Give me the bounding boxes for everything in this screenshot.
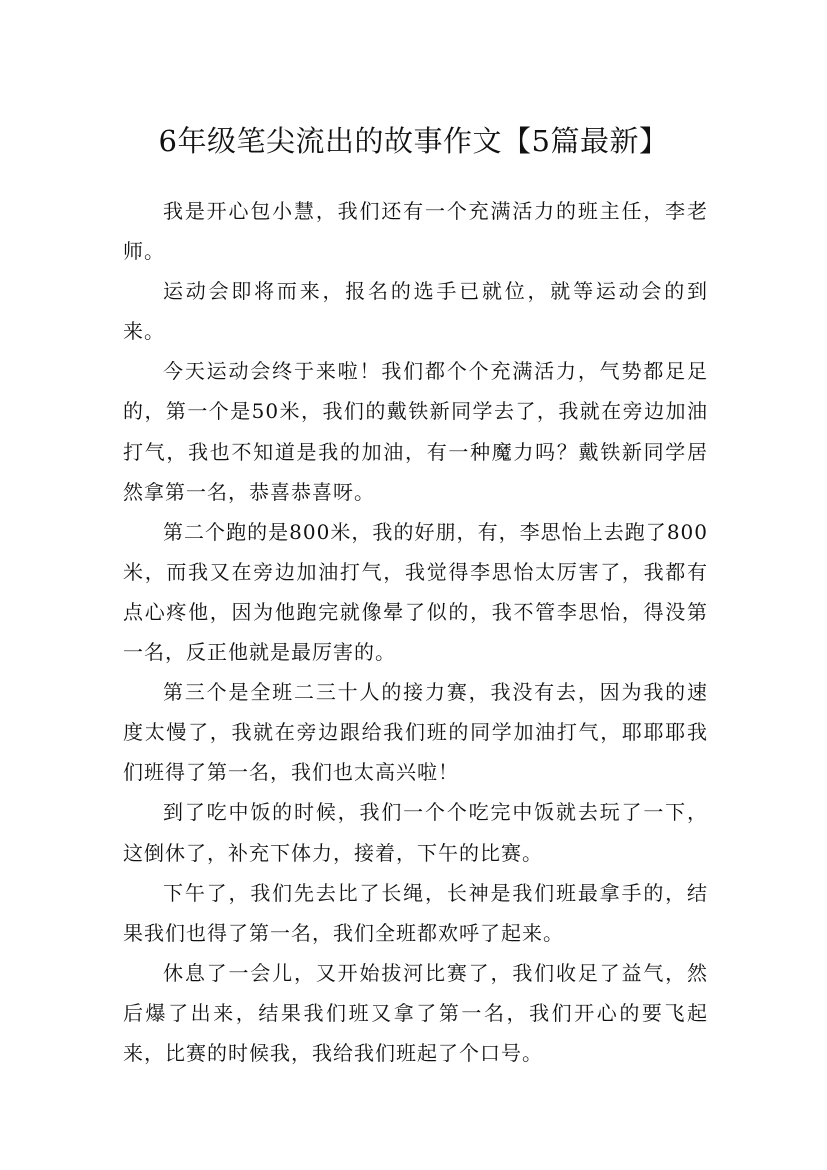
paragraph: 今天运动会终于来啦！我们都个个充满活力，气势都足足的，第一个是50米，我们的戴铁新同学去了，我就在旁边加油打气，我也不知道是我的加油，有一种魔力吗？戴铁新同学居然拿第一名，恭喜恭喜呀。 (123, 359, 708, 504)
document-title: 6年级笔尖流出的故事作文【5篇最新】 (158, 124, 669, 159)
document-body (123, 191, 708, 1073)
paragraph: 到了吃中饭的时候，我们一个个吃完中饭就去玩了一下，这倒休了，补充下体力，接着，下午的比赛。 (123, 800, 708, 865)
paragraph: 运动会即将而来，报名的选手已就位，就等运动会的到来。 (123, 279, 708, 344)
paragraph: 第三个是全班二三十人的接力赛，我没有去，因为我的速度太慢了，我就在旁边跟给我们班的同学加油打气，耶耶耶我们班得了第一名，我们也太高兴啦！ (123, 680, 708, 785)
paragraph: 第二个跑的是800米，我的好朋，有，李思怡上去跑了800米，而我又在旁边加油打气，我觉得李思怡太厉害了，我都有点心疼他，因为他跑完就像晕了似的，我不管李思怡，得没第一名，反正他就是最厉害的。 (123, 519, 708, 665)
paragraph: 休息了一会儿，又开始拔河比赛了，我们收足了益气，然后爆了出来，结果我们班又拿了第一名，我们开心的要飞起来，比赛的时候我，我给我们班起了个口号。 (123, 960, 708, 1065)
paragraph: 下午了，我们先去比了长绳，长神是我们班最拿手的，结果我们也得了第一名，我们全班都欢呼了起来。 (123, 880, 708, 945)
paragraph: 我是开心包小慧，我们还有一个充满活力的班主任，李老师。 (123, 199, 708, 264)
